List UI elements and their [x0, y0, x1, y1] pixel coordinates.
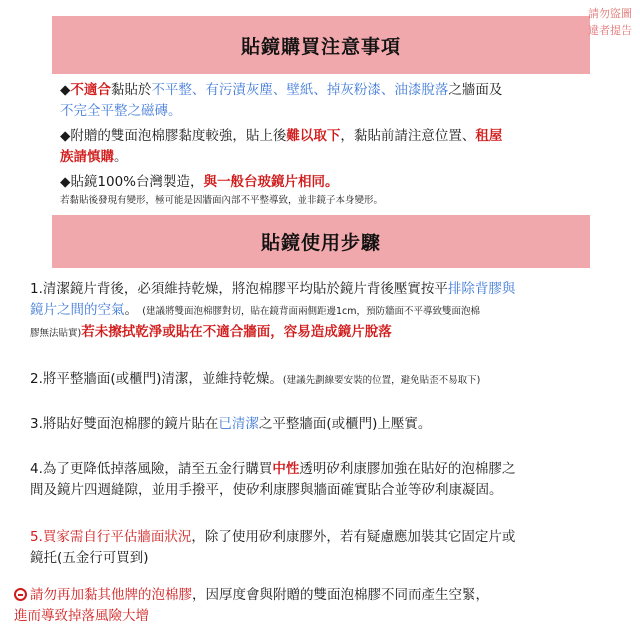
watermark [588, 5, 632, 39]
step-text: 4.為了更降低掉落風險，請至五金行購買 [30, 461, 273, 477]
step-text: 1.清潔鏡片背後，必須維持乾燥，將泡棉膠平均貼於鏡片背後壓實按平 [30, 281, 448, 297]
step-2 [30, 369, 630, 391]
note-text: 與一般台玻鏡片相同。 [203, 174, 339, 190]
step-4 [30, 459, 630, 501]
step-3 [30, 414, 630, 435]
bullet-diamond-icon: ◆ [60, 82, 71, 98]
warning-text: 進而導致掉落風險大增 [14, 608, 149, 624]
step-text: 3.將貼好雙面泡棉膠的鏡片貼在 [30, 416, 219, 432]
note-text: 不完全平整之磁磚。 [60, 103, 182, 119]
note-text: 之牆面及 [448, 82, 503, 98]
step-text: 排除背膠與 [447, 281, 516, 297]
note-deformation: 若黏貼後發現有變形，極可能是因牆面內部不平整導致，並非鏡子本身變形。 [60, 195, 384, 206]
warning-text: ，因厚度會與附贈的雙面泡棉膠不同而產生空緊， [192, 587, 489, 603]
step-text: 鏡托(五金行可買到) [30, 550, 149, 566]
note-strong-adhesive [60, 126, 600, 168]
step-note: (建議將雙面泡棉膠對切，貼在鏡背面兩側距邊1cm，預防牆面不平導致雙面泡棉 [142, 306, 481, 317]
step-warning: 若未擦拭乾淨或貼在不適合牆面，容易造成鏡片脫落 [81, 324, 392, 340]
note-text: 不適合 [70, 82, 111, 98]
note-unsuitable-surfaces [60, 80, 600, 122]
warning-text: 請勿再加黏其他牌的泡棉膠 [30, 587, 192, 603]
step-5 [30, 527, 630, 569]
step-text: ，除了使用矽利康膠外，若有疑慮應加裝其它固定片或 [191, 529, 516, 545]
step-text: 中性 [272, 461, 300, 477]
step-text: 間及鏡片四週縫隙，並用手撥平，使矽利康膠與牆面確實貼合並等矽利康凝固。 [30, 482, 503, 498]
step-text: 已清潔 [218, 416, 259, 432]
note-text: 。 [114, 149, 128, 165]
step-note: 膠無法貼實) [30, 328, 82, 339]
note-text: ，黏貼前請注意位置、 [340, 128, 476, 144]
note-text: 族請慎購 [60, 149, 114, 165]
section-header-usage-steps [52, 215, 590, 268]
step-text: 5.買家需自行平估牆面狀況 [30, 529, 192, 545]
section-title-purchase-notes: 貼鏡購買注意事項 [240, 35, 401, 58]
section-header-purchase-notes [52, 16, 590, 74]
note-text: 難以取下 [286, 128, 341, 144]
step-1 [30, 279, 630, 344]
step-text: 透明矽利康膠加強在貼好的泡棉膠之 [299, 461, 516, 477]
step-note: (建議先劃線要安裝的位置，避免貼歪不易取下) [282, 375, 481, 386]
step-text: 2.將平整牆面(或櫃門)清潔，並維持乾燥。 [30, 371, 283, 387]
bullet-diamond-icon: ◆ [60, 174, 71, 190]
bullet-diamond-icon: ◆ [60, 128, 71, 144]
note-text: 不平整、有污漬灰塵、壁紙、掉灰粉漆、油漆脫落 [151, 82, 449, 98]
note-text: 黏貼於 [110, 82, 152, 98]
note-text: 貼鏡100%台灣製造， [70, 174, 204, 190]
note-text: 附贈的雙面泡棉膠黏度較強，貼上後 [70, 128, 287, 144]
step-text: 鏡片之間的空氣 [30, 302, 125, 318]
step-text: 之平整牆面(或櫃門)上壓實。 [258, 416, 432, 432]
note-made-in-taiwan [60, 172, 600, 193]
watermark-line-2: 違者提告 [588, 24, 632, 37]
no-entry-icon [14, 588, 27, 601]
note-text: 租屋 [475, 128, 503, 144]
watermark-line-1: 請勿盜圖 [588, 7, 632, 20]
section-title-usage-steps: 貼鏡使用步驟 [260, 232, 381, 254]
warning-other-foam-tape [14, 585, 630, 627]
step-text: 。 [124, 302, 138, 318]
